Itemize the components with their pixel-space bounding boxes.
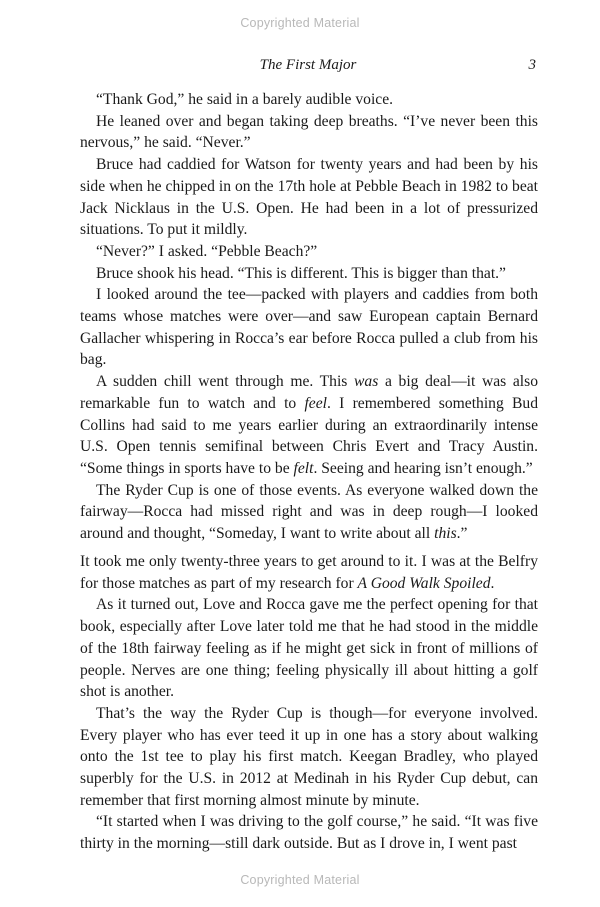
emphasis: this bbox=[434, 525, 457, 543]
text-run: . I remembered something Bud Collins had said to me years earlier during an extraordinarily intense U.S. Open tennis semifinal between Chris Evert and Tracy Austin. “Some things in sports have to be bbox=[80, 394, 538, 477]
copyright-watermark-bottom: Copyrighted Material bbox=[240, 873, 360, 887]
emphasis: felt bbox=[293, 459, 314, 477]
body-text-section-1 bbox=[80, 89, 538, 545]
page-number: 3 bbox=[528, 57, 536, 73]
paragraph: I looked around the tee—packed with players and caddies from both teams whose matches were over—and saw European captain Bernard Gallacher whispering in Rocca’s ear before Rocca pulled a club from his bag. bbox=[80, 286, 538, 369]
text-run: A sudden chill went through me. This bbox=[96, 373, 355, 391]
text-run: . bbox=[490, 574, 495, 592]
paragraph: “It started when I was driving to the golf course,” he said. “It was five thirty in the morning—still dark outside. But as I drove in, I went past bbox=[80, 813, 538, 853]
paragraph bbox=[80, 551, 538, 594]
paragraph bbox=[80, 480, 538, 545]
paragraph: He leaned over and began taking deep breaths. “I’ve never been this nervous,” he said. “Never.” bbox=[80, 112, 538, 152]
text-run: The Ryder Cup is one of those events. As everyone walked down the fairway—Rocca had missed right and was in deep rough—I looked around and thought, “Someday, I want to write about all bbox=[80, 481, 538, 543]
body-text-section-2 bbox=[80, 551, 538, 855]
running-head bbox=[80, 57, 536, 77]
paragraph: “Thank God,” he said in a barely audible voice. bbox=[96, 91, 394, 108]
paragraph: Bruce had caddied for Watson for twenty years and had been by his side when he chipped in on the 17th hole at Pebble Beach in 1982 to beat Jack Nicklaus in the U.S. Open. He had been in a lot of pressurized situations. To put it mildly. bbox=[80, 156, 538, 239]
book-title: A Good Walk Spoiled bbox=[357, 574, 491, 592]
text-run: a big deal—it was also remarkable fun to watch and to bbox=[80, 373, 538, 412]
paragraph: As it turned out, Love and Rocca gave me the perfect opening for that book, especially after Love later told me that he had stood in the middle of the 18th fairway feeling as if he might get sick in front of millions of people. Nerves are one thing; feeling physically ill about hitting a golf shot is another. bbox=[80, 596, 538, 701]
text-run: It took me only twenty-three years to get around to it. I was at the Belfry for those matches as part of my research for bbox=[80, 553, 538, 592]
emphasis: feel bbox=[304, 394, 327, 412]
paragraph bbox=[80, 371, 538, 480]
copyright-watermark-top: Copyrighted Material bbox=[240, 16, 360, 30]
paragraph: That’s the way the Ryder Cup is though—for everyone involved. Every player who has ever teed it up in one has a story about walking onto the 1st tee to play his first match. Keegan Bradley, who played superbly for the U.S. in 2012 at Medinah in his Ryder Cup debut, can remember that first morning almost minute by minute. bbox=[80, 704, 538, 809]
paragraph: Bruce shook his head. “This is different. This is bigger than that.” bbox=[96, 264, 506, 282]
text-run: . Seeing and hearing isn’t enough.” bbox=[313, 459, 533, 477]
text-run: .” bbox=[456, 525, 468, 543]
chapter-title: The First Major bbox=[259, 57, 357, 73]
emphasis: was bbox=[354, 373, 379, 391]
paragraph: “Never?” I asked. “Pebble Beach?” bbox=[96, 242, 318, 260]
